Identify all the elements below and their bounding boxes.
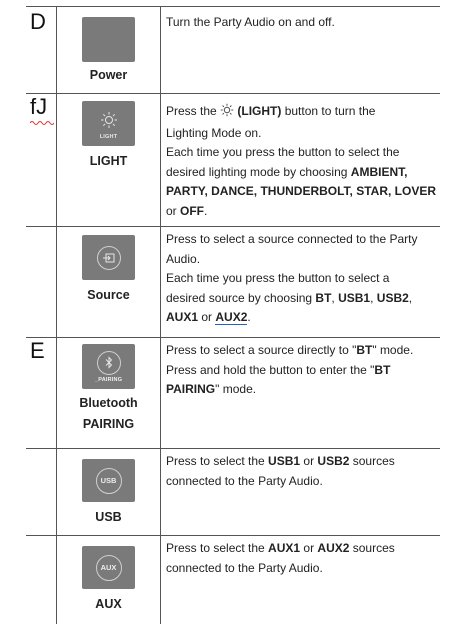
desc-line: PARTY, DANCE, THUNDERBOLT, STAR, LOVER <box>166 184 437 198</box>
desc-line: Press the (LIGHT) button to turn the <box>166 102 440 124</box>
desc-line: PAIRING" mode. <box>166 382 257 396</box>
control-label <box>57 393 160 435</box>
desc-line: Audio. <box>166 251 201 266</box>
desc-line: Press to select the AUX1 or AUX2 sources <box>166 541 395 555</box>
controls-table <box>26 6 440 624</box>
column-divider <box>56 227 57 337</box>
row-letter: fJ <box>30 94 48 119</box>
usb-button-tile <box>82 459 135 502</box>
bluetooth-icon <box>97 351 121 375</box>
source-button-tile <box>82 235 135 280</box>
control-description <box>166 230 440 328</box>
sun-icon <box>82 111 135 134</box>
column-divider <box>160 94 161 226</box>
table-row-source <box>26 226 440 337</box>
desc-line: Lighting Mode on. <box>166 125 262 140</box>
desc-line: Turn the Party Audio on and off. <box>166 15 335 29</box>
tile-caption: LIGHT <box>99 134 118 140</box>
desc-line: Each time you press the button to select the <box>166 145 400 159</box>
column-divider <box>160 338 161 448</box>
sun-icon <box>220 103 234 124</box>
desc-line: AUX1 or AUX2. <box>166 310 251 324</box>
usb-icon: USB <box>96 468 122 494</box>
desc-line: Press and hold the button to enter the "BT <box>166 362 391 377</box>
aux-button-tile <box>82 546 135 589</box>
control-label: AUX <box>95 597 122 611</box>
label-line: Bluetooth <box>79 396 138 410</box>
light-button-tile <box>82 101 135 146</box>
control-description <box>166 539 440 578</box>
desc-line: Press to select the USB1 or USB2 sources <box>166 454 395 468</box>
control-description <box>166 452 440 491</box>
column-divider <box>160 227 161 337</box>
table-row-usb <box>26 448 440 535</box>
control-description <box>166 341 440 400</box>
control-label: USB <box>95 510 122 524</box>
control-description <box>166 13 440 33</box>
desc-line: desired lighting mode by choosing AMBIENT, <box>166 164 408 179</box>
aux-icon: AUX <box>96 555 122 581</box>
desc-line: Each time you press the button to select a <box>166 271 390 285</box>
control-label: LIGHT <box>89 154 128 168</box>
table-row-light <box>26 93 440 226</box>
source-input-icon <box>97 246 121 270</box>
control-description <box>166 102 440 221</box>
table-row-aux <box>26 535 440 624</box>
desc-line: desired source by choosing BT, USB1, USB2, <box>166 290 413 305</box>
column-divider <box>160 449 161 535</box>
row-letter: D <box>30 9 46 34</box>
desc-line: or OFF. <box>166 203 208 218</box>
table-row-bluetooth <box>26 337 440 448</box>
row-letter: E <box>30 338 45 363</box>
label-line: PAIRING <box>82 417 135 431</box>
spellcheck-underline <box>30 120 54 125</box>
power-button-tile <box>82 17 135 62</box>
control-label: Source <box>87 288 130 302</box>
table-row-power <box>26 6 440 93</box>
desc-line: Press to select a source directly to "BT" mode. <box>166 343 414 357</box>
column-divider <box>160 536 161 624</box>
control-label: Power <box>89 68 128 82</box>
desc-line: connected to the Party Audio. <box>166 560 323 575</box>
desc-line: connected to the Party Audio. <box>166 473 323 488</box>
bluetooth-button-tile <box>82 344 135 389</box>
tile-caption: _PAIRING <box>95 377 123 383</box>
column-divider <box>160 7 161 93</box>
desc-line: Press to select a source connected to the Party <box>166 232 418 246</box>
